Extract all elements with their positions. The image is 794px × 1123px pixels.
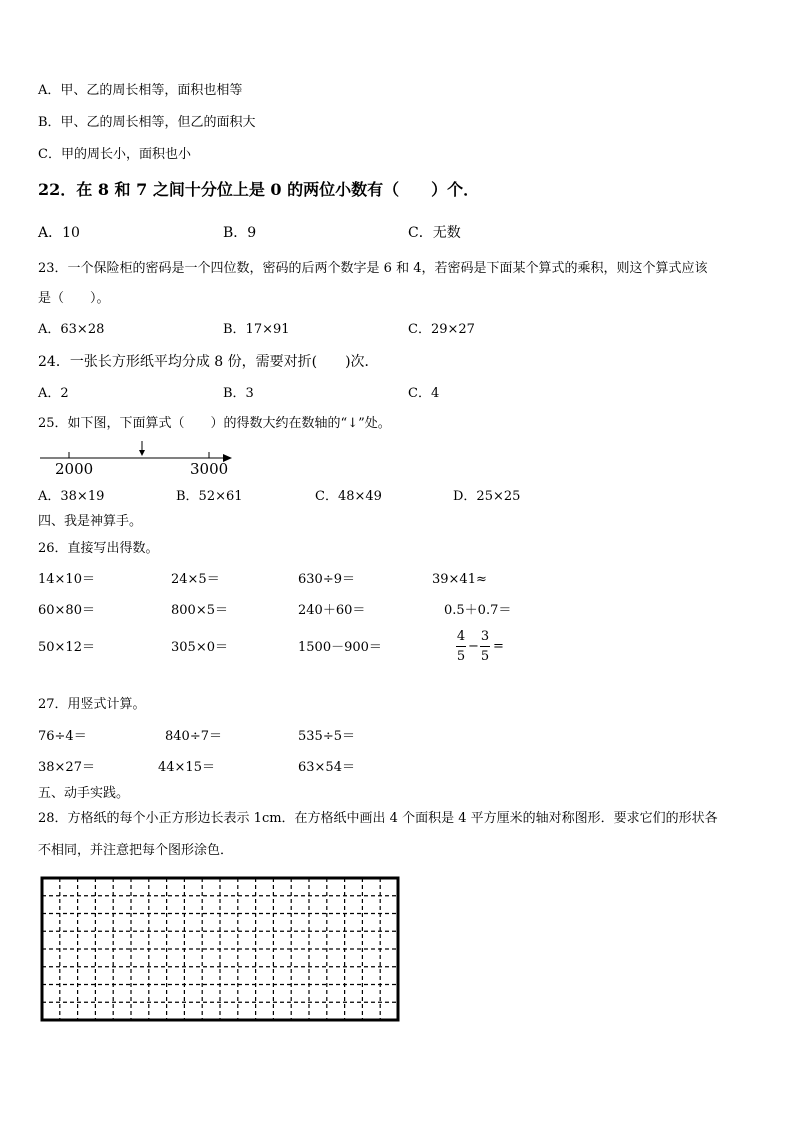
calc-item: 38×27＝ — [38, 760, 95, 775]
calc-item: 39×41≈ — [432, 572, 487, 587]
fraction-bar — [456, 646, 466, 647]
fraction-numerator: 3 — [480, 629, 490, 644]
question-23-line2: 是（ ）。 — [38, 291, 110, 306]
q22-option-b: B．9 — [223, 225, 257, 241]
q24-option-a: A．2 — [38, 386, 69, 401]
question-28-line2: 不相同，并注意把每个图形涂色． — [38, 843, 234, 858]
q25-option-d: D．25×25 — [453, 489, 521, 504]
q22-option-a: A．10 — [38, 225, 80, 241]
q22-option-c: C．无数 — [408, 225, 461, 241]
section-5-heading: 五、动手实践。 — [38, 786, 130, 801]
fraction-operator: − — [468, 639, 479, 654]
q23-option-c: C．29×27 — [408, 322, 475, 337]
calc-item: 240＋60＝ — [298, 603, 366, 618]
question-26-title: 26．直接写出得数。 — [38, 541, 159, 556]
question-27-title: 27．用竖式计算。 — [38, 697, 146, 712]
question-22: 22．在 8 和 7 之间十分位上是 0 的两位小数有（ ）个． — [38, 180, 480, 199]
calc-item: 60×80＝ — [38, 603, 95, 618]
question-25: 25．如下图，下面算式（ ）的得数大约在数轴的“↓”处。 — [38, 416, 391, 431]
option-b: B．甲、乙的周长相等，但乙的面积大 — [38, 115, 256, 130]
grid-paper — [40, 876, 400, 1022]
fraction-denominator: 5 — [456, 649, 466, 664]
fraction-equals: = — [493, 639, 504, 654]
calc-item: 24×5＝ — [171, 572, 220, 587]
q23-option-b: B．17×91 — [223, 322, 290, 337]
axis-label-3000: 3000 — [190, 460, 229, 478]
question-24: 24．一张长方形纸平均分成 8 份，需要对折( )次． — [38, 354, 379, 370]
section-4-heading: 四、我是神算手。 — [38, 514, 143, 529]
fraction-numerator: 4 — [456, 629, 466, 644]
calc-item: 305×0＝ — [171, 640, 228, 655]
q24-option-b: B．3 — [223, 386, 254, 401]
calc-item: 630÷9＝ — [298, 572, 355, 587]
axis-label-2000: 2000 — [55, 460, 94, 478]
option-a: A．甲、乙的周长相等，面积也相等 — [38, 83, 243, 98]
calc-item: 63×54＝ — [298, 760, 355, 775]
option-c: C．甲的周长小，面积也小 — [38, 147, 191, 162]
q24-option-c: C．4 — [408, 386, 440, 401]
fraction-denominator: 5 — [480, 649, 490, 664]
question-28-line1: 28．方格纸的每个小正方形边长表示 1cm．在方格纸中画出 4 个面积是 4 平方厘米的轴对称图形．要求它们的形状各 — [38, 811, 718, 826]
q25-option-b: B．52×61 — [176, 489, 243, 504]
calc-item: 50×12＝ — [38, 640, 95, 655]
q25-option-a: A．38×19 — [38, 489, 105, 504]
calc-item: 14×10＝ — [38, 572, 95, 587]
q25-option-c: C．48×49 — [315, 489, 382, 504]
calc-item: 0.5＋0.7＝ — [444, 603, 512, 618]
q23-option-a: A．63×28 — [38, 322, 105, 337]
question-23-line1: 23．一个保险柜的密码是一个四位数，密码的后两个数字是 6 和 4，若密码是下面某个算式的乘积，则这个算式应该 — [38, 261, 708, 276]
calc-item: 535÷5＝ — [298, 729, 355, 744]
fraction-bar — [480, 646, 490, 647]
calc-item: 840÷7＝ — [165, 729, 222, 744]
calc-item: 1500－900＝ — [298, 640, 382, 655]
calc-item: 800×5＝ — [171, 603, 228, 618]
calc-item: 76÷4＝ — [38, 729, 87, 744]
calc-item: 44×15＝ — [158, 760, 215, 775]
